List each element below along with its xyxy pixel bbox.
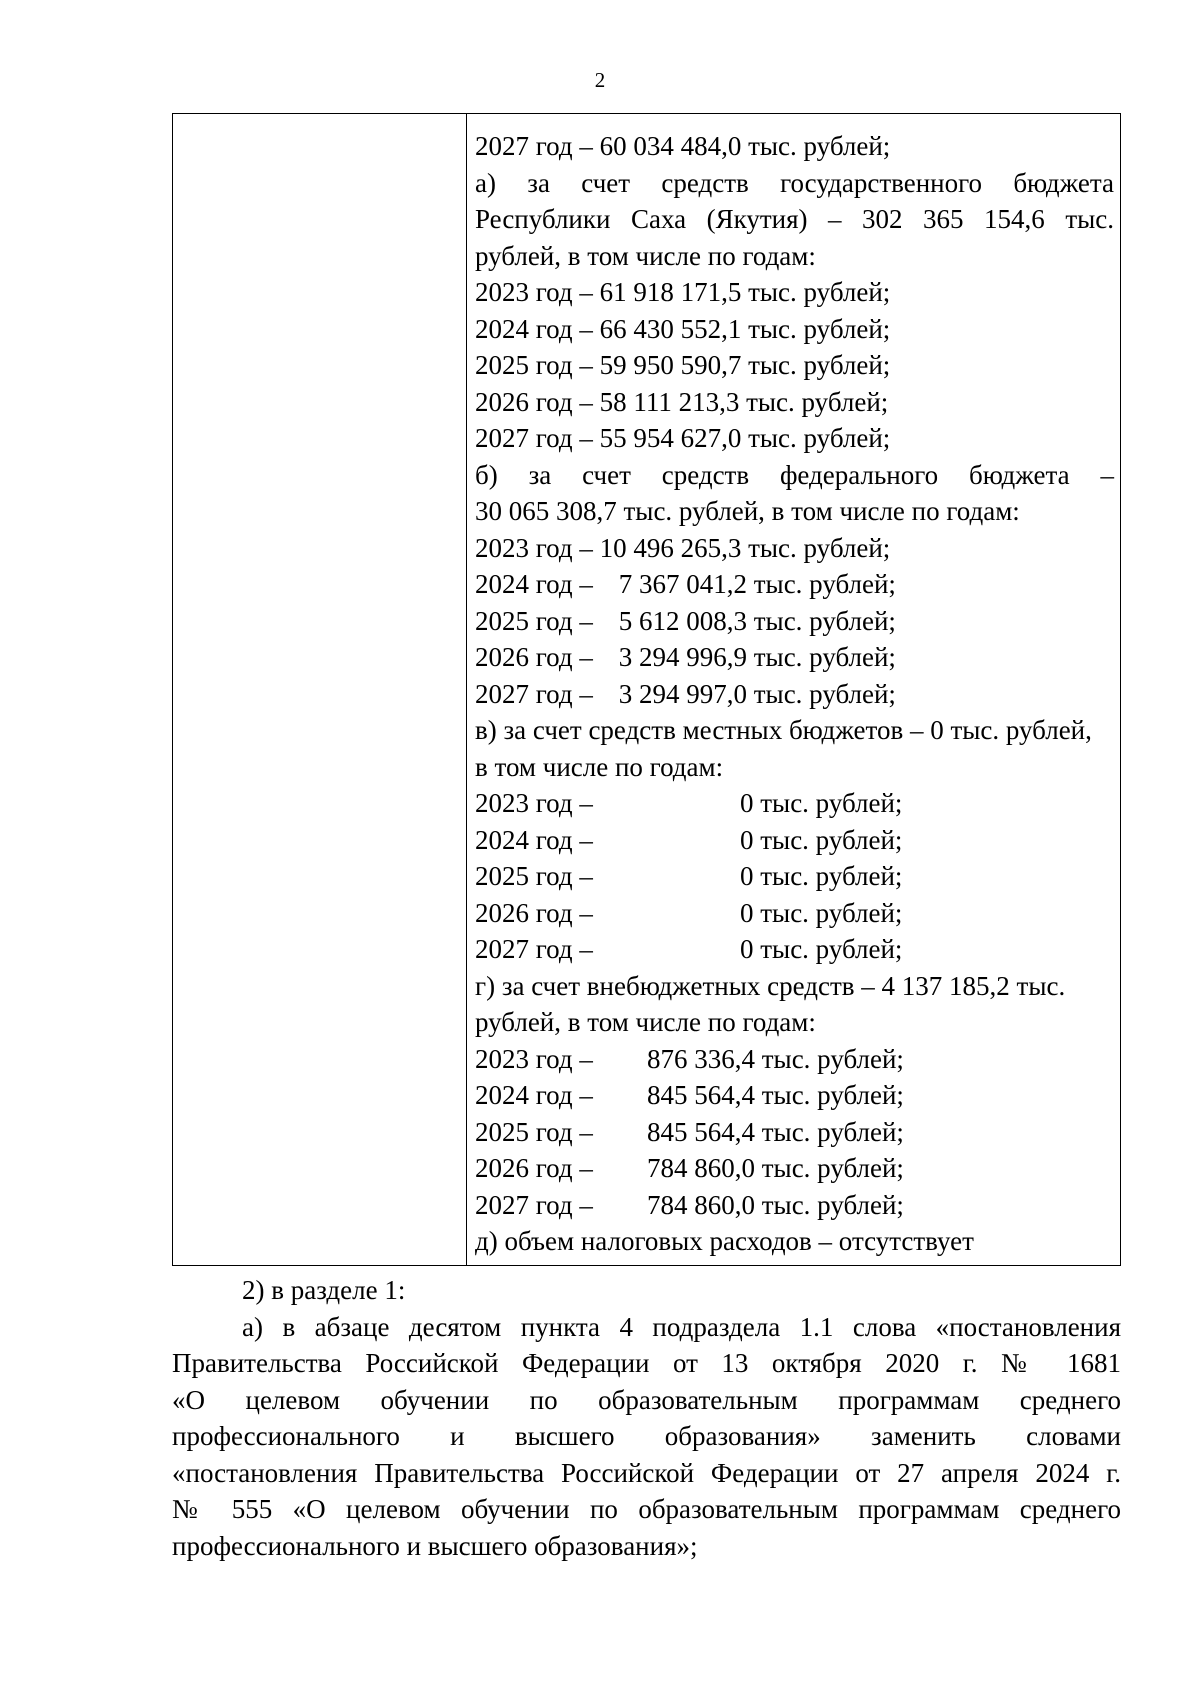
year-row: 2026 год – 58 111 213,3 тыс. рублей;	[475, 386, 889, 417]
section-a-line-3: рублей, в том числе по годам:	[475, 240, 816, 271]
paragraph-line: Правительства Российской Федерации от 13 октября 2020 г. № 1681	[172, 1348, 1121, 1378]
section-d-line: д) объем налоговых расходов – отсутствует	[475, 1226, 974, 1256]
year-label: 2027 год –	[475, 1189, 593, 1220]
section-a-years	[475, 274, 1114, 457]
budget-table	[172, 113, 1121, 1266]
item-2-heading: 2) в разделе 1:	[242, 1275, 406, 1305]
year-label: 2026 год –	[475, 1153, 593, 1183]
paragraph-line: «О целевом обучении по образовательным программам среднего	[172, 1384, 1121, 1415]
year-row	[475, 1187, 1114, 1224]
year-row: 2025 год – 59 950 590,7 тыс. рублей;	[475, 350, 891, 380]
year-label: 2023 год –	[475, 788, 593, 818]
year-row	[475, 822, 1114, 859]
body-text	[172, 1272, 1121, 1564]
amount-value: 7 367 041,2	[618, 569, 747, 599]
amount-value: 845 564,4	[647, 1080, 755, 1110]
year-row	[475, 1041, 1114, 1078]
amount-unit: тыс. рублей;	[755, 1116, 904, 1147]
section-g-line-1: г) за счет внебюджетных средств – 4 137 185,2 тыс.	[475, 970, 1066, 1001]
paragraph-line: а) в абзаце десятом пункта 4 подраздела 1.1 слова «постановления	[242, 1311, 1121, 1342]
amount-unit: тыс. рублей;	[755, 1043, 904, 1074]
paragraph-a	[172, 1309, 1121, 1528]
amount-value: 0 тыс. рублей;	[740, 861, 903, 891]
year-row: 2023 год – 10 496 265,3 тыс. рублей;	[475, 532, 891, 563]
year-row	[475, 566, 1114, 603]
year-row	[475, 1114, 1114, 1151]
section-v-line-2: в том числе по годам:	[475, 751, 724, 782]
total-2027-line: 2027 год – 60 034 484,0 тыс. рублей;	[475, 131, 891, 161]
section-b-line-1: б) за счет средств федерального бюджета –	[475, 459, 1114, 490]
amount-unit: тыс. рублей;	[747, 678, 896, 709]
year-row	[475, 676, 1114, 713]
page-number: 2	[594, 68, 606, 92]
amount-value: 0 тыс. рублей;	[740, 934, 903, 964]
year-label: 2027 год –	[475, 934, 593, 964]
section-b-years	[475, 530, 1114, 713]
amount-unit: тыс. рублей;	[755, 1080, 904, 1110]
amount-value: 3 294 997,0	[618, 678, 747, 709]
section-a-line-2: Республики Саха (Якутия) – 302 365 154,6 тыс.	[475, 204, 1114, 234]
year-label: 2024 год –	[475, 1080, 593, 1110]
year-label: 2025 год –	[475, 1116, 593, 1147]
amount-unit: тыс. рублей;	[755, 1189, 904, 1220]
amount-value: 845 564,4	[647, 1116, 755, 1147]
amount-unit: тыс. рублей;	[747, 569, 896, 599]
year-row	[475, 1077, 1114, 1114]
amount-value: 0 тыс. рублей;	[740, 788, 903, 818]
year-row	[475, 858, 1114, 895]
year-row	[475, 603, 1114, 640]
year-label: 2024 год –	[475, 569, 593, 599]
section-g-line-2: рублей, в том числе по годам:	[475, 1007, 816, 1037]
year-label: 2027 год –	[475, 678, 593, 709]
year-label: 2026 год –	[475, 897, 593, 928]
amount-value: 0 тыс. рублей;	[740, 897, 903, 928]
section-b-line-2: 30 065 308,7 тыс. рублей, в том числе по годам:	[475, 496, 1020, 526]
year-row	[475, 1150, 1114, 1187]
year-row	[475, 895, 1114, 932]
paragraph-line: № 555 «О целевом обучении по образовательным программам среднего	[172, 1494, 1121, 1524]
amount-value: 876 336,4	[647, 1043, 755, 1074]
year-row: 2023 год – 61 918 171,5 тыс. рублей;	[475, 277, 891, 307]
section-v-years	[475, 785, 1114, 968]
amount-value: 784 860,0	[647, 1153, 755, 1183]
year-row: 2027 год – 55 954 627,0 тыс. рублей;	[475, 423, 891, 453]
year-row	[475, 931, 1114, 968]
year-label: 2023 год –	[475, 1043, 593, 1074]
year-row: 2024 год – 66 430 552,1 тыс. рублей;	[475, 313, 891, 344]
amount-value: 0 тыс. рублей;	[740, 824, 903, 855]
table-right-cell	[467, 114, 1120, 1265]
year-row	[475, 785, 1114, 822]
amount-unit: тыс. рублей;	[747, 605, 896, 636]
section-v-line-1: в) за счет средств местных бюджетов – 0 тыс. рублей,	[475, 715, 1092, 745]
year-label: 2026 год –	[475, 642, 593, 672]
paragraph-line: «постановления Правительства Российской Федерации от 27 апреля 2024 г.	[172, 1457, 1121, 1488]
amount-unit: тыс. рублей;	[755, 1153, 904, 1183]
paragraph-a-last-line: профессионального и высшего образования»;	[172, 1530, 698, 1561]
amount-unit: тыс. рублей;	[747, 642, 896, 672]
year-label: 2025 год –	[475, 605, 593, 636]
amount-value: 5 612 008,3	[618, 605, 747, 636]
paragraph-line: профессионального и высшего образования» заменить словами	[172, 1421, 1121, 1451]
amount-value: 784 860,0	[647, 1189, 755, 1220]
year-label: 2024 год –	[475, 824, 593, 855]
section-g-years	[475, 1041, 1114, 1224]
section-a-line-1: а) за счет средств государственного бюджета	[475, 167, 1114, 198]
amount-value: 3 294 996,9	[618, 642, 747, 672]
year-label: 2025 год –	[475, 861, 593, 891]
table-left-cell	[173, 114, 467, 1265]
year-row	[475, 639, 1114, 676]
